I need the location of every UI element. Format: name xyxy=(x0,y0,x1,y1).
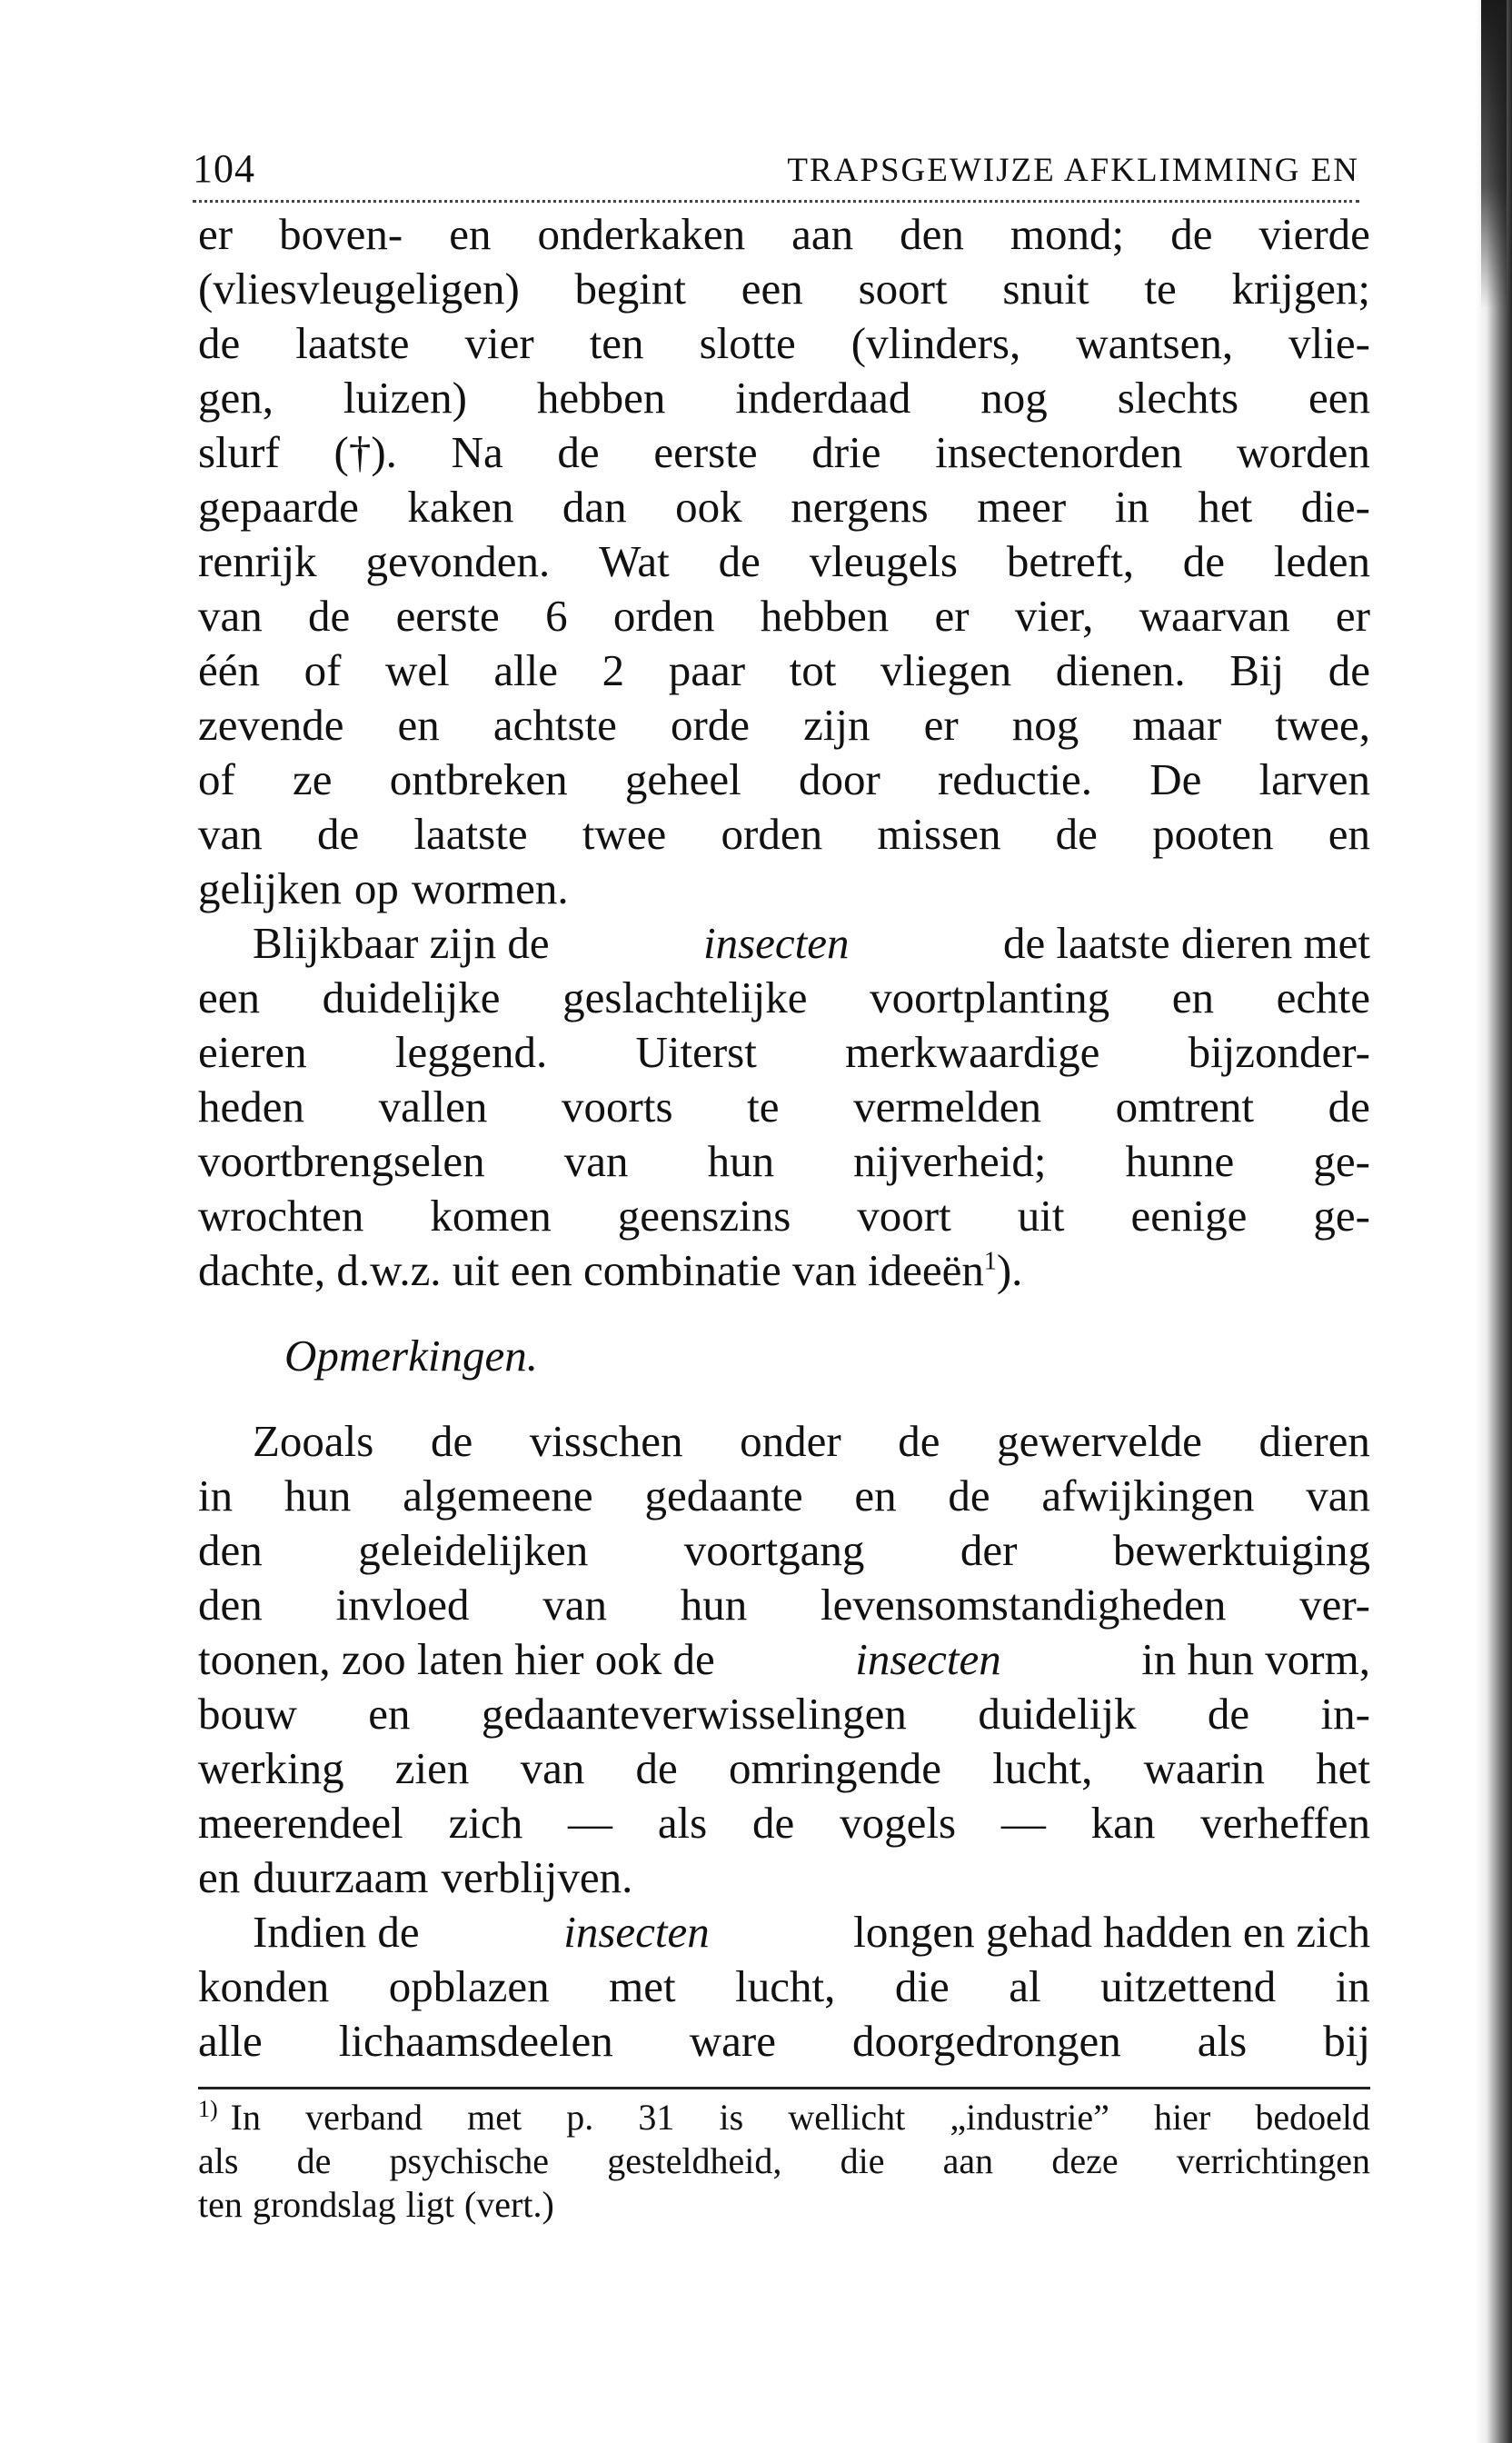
word: snuit xyxy=(1002,264,1089,314)
word: op xyxy=(353,863,399,913)
word: mond; xyxy=(1010,209,1125,259)
word: ten xyxy=(589,318,644,368)
section-heading-line xyxy=(198,1329,1370,1383)
word: invloed xyxy=(335,1580,470,1630)
word: aan xyxy=(791,209,854,259)
word: hun xyxy=(707,1136,775,1186)
word: ontbreken xyxy=(389,754,568,804)
word: van xyxy=(520,1743,585,1793)
word: onderkaken xyxy=(537,209,746,259)
word: — xyxy=(568,1798,613,1848)
text-line xyxy=(198,1080,1370,1134)
paragraph-2-last-line: dachte, d.w.z. uit een combinatie van ideeën$^1$). xyxy=(198,1245,1023,1295)
word: ver- xyxy=(1299,1580,1370,1630)
text-line xyxy=(198,1796,1370,1850)
text-line xyxy=(198,589,1370,643)
word: werking xyxy=(198,1743,344,1793)
text-line xyxy=(198,1850,1370,1905)
word: in xyxy=(1335,1961,1370,2011)
word: de xyxy=(1207,1689,1250,1739)
word: zich xyxy=(448,1798,523,1848)
word: „industrie” xyxy=(950,2097,1109,2138)
word: leggend. xyxy=(394,1027,548,1077)
word: vlie- xyxy=(1288,318,1370,368)
text-line xyxy=(198,753,1370,807)
word: insectenorden xyxy=(935,427,1183,477)
word: gewervelde xyxy=(997,1416,1202,1466)
word: voorts xyxy=(562,1082,673,1132)
word: met xyxy=(609,1961,676,2011)
paragraph-2-lines xyxy=(198,971,1370,1243)
text-line xyxy=(198,1414,1370,1469)
word: leden xyxy=(1273,536,1370,586)
word: verheffen xyxy=(1200,1798,1370,1848)
word: nergens xyxy=(791,482,929,532)
word: twee, xyxy=(1275,700,1370,750)
word: die- xyxy=(1300,482,1370,532)
word: maar xyxy=(1132,700,1222,750)
word: van xyxy=(542,1580,607,1630)
word: uitzettend xyxy=(1100,1961,1277,2011)
word: vogels xyxy=(840,1798,957,1848)
text-line xyxy=(198,971,1370,1025)
page-edge-mark xyxy=(1481,0,1507,309)
word: (†). xyxy=(333,427,397,477)
word: hier xyxy=(1153,2097,1211,2138)
word: den xyxy=(198,1580,263,1630)
word: bedoeld xyxy=(1255,2097,1370,2138)
word: psychische xyxy=(389,2140,550,2181)
word: (vlinders, xyxy=(850,318,1021,368)
word: p. xyxy=(566,2097,594,2138)
word: renrijk xyxy=(198,536,317,586)
text-line xyxy=(198,1189,1370,1243)
word: de xyxy=(635,1743,678,1793)
word: nog xyxy=(1011,700,1079,750)
text-line xyxy=(198,1905,1370,1959)
word: meerendeel xyxy=(198,1798,403,1848)
word: levensomstandigheden xyxy=(820,1580,1227,1630)
word: hunne xyxy=(1125,1136,1235,1186)
word: eenige xyxy=(1130,1191,1248,1241)
word: wellicht xyxy=(788,2097,906,2138)
word: gevonden. xyxy=(365,536,551,586)
word: van xyxy=(198,809,263,859)
word: omtrent xyxy=(1115,1082,1255,1132)
word: reductie. xyxy=(937,754,1093,804)
paragraph-4 xyxy=(198,1905,1370,2069)
word: waarvan xyxy=(1139,591,1290,641)
word: of xyxy=(303,645,342,695)
paragraph-1 xyxy=(198,207,1370,916)
word: er xyxy=(934,591,970,641)
word: zijn xyxy=(803,700,870,750)
word: de xyxy=(308,591,351,641)
word: dan xyxy=(562,482,627,532)
word: vleugels xyxy=(809,536,958,586)
word: bijzonder- xyxy=(1188,1027,1370,1077)
word: duurzaam xyxy=(253,1852,429,1902)
word: orden xyxy=(721,809,823,859)
header-rule xyxy=(193,200,1359,203)
word: Wat xyxy=(599,536,670,586)
word: er xyxy=(1335,591,1370,641)
word: orden xyxy=(612,591,715,641)
word: omringende xyxy=(728,1743,941,1793)
word: één xyxy=(198,645,260,695)
section-heading: Opmerkingen. xyxy=(284,1331,538,1381)
paragraph-4-line1-start: Indien de xyxy=(253,1907,420,1957)
word: de xyxy=(557,427,600,477)
word: te xyxy=(1144,264,1177,314)
word: waarin xyxy=(1143,1743,1265,1793)
word: lucht, xyxy=(735,1961,836,2011)
paragraph-3 xyxy=(198,1414,1370,1905)
text-line xyxy=(198,916,1370,971)
word: hun xyxy=(680,1580,748,1630)
word: eerste xyxy=(653,427,758,477)
paragraph-4-line1-end: longen gehad hadden en zich xyxy=(853,1907,1370,1957)
word: in xyxy=(1114,482,1149,532)
word: de xyxy=(948,1471,990,1521)
word: voortgang xyxy=(683,1525,865,1575)
word: luizen) xyxy=(343,373,467,423)
word: de xyxy=(316,809,360,859)
word: worden xyxy=(1236,427,1370,477)
text-line xyxy=(198,207,1370,262)
word: met xyxy=(467,2097,522,2138)
word: orde xyxy=(670,700,751,750)
word: nog xyxy=(980,373,1048,423)
body-text xyxy=(198,207,1370,2069)
paragraph-2-line1-start: Blijkbaar zijn de xyxy=(253,918,550,968)
word: vier xyxy=(464,318,534,368)
word: gedaante xyxy=(644,1471,803,1521)
word: verband xyxy=(305,2097,423,2138)
text-line xyxy=(198,1134,1370,1189)
word: missen xyxy=(877,809,1001,859)
word: de xyxy=(1328,645,1370,695)
word: Zooals xyxy=(253,1416,374,1466)
word: krijgen; xyxy=(1231,264,1370,314)
word: Uiterst xyxy=(635,1027,757,1077)
text-line xyxy=(198,807,1370,862)
word: al xyxy=(1009,1961,1041,2011)
word: de xyxy=(898,1416,940,1466)
word: den xyxy=(198,1525,263,1575)
word: de xyxy=(430,1416,473,1466)
word: achtste xyxy=(492,700,617,750)
word: en xyxy=(1328,809,1370,859)
word: als xyxy=(657,1798,708,1848)
word: lichaamsdeelen xyxy=(338,2016,613,2066)
word: en xyxy=(1171,972,1214,1022)
word: larven xyxy=(1258,754,1370,804)
text-line xyxy=(198,1523,1370,1578)
word: gepaarde xyxy=(198,482,359,532)
word: ligt xyxy=(405,2184,454,2225)
paragraph-4-lines xyxy=(198,1959,1370,2069)
word: de xyxy=(296,2140,332,2181)
word: heden xyxy=(198,1082,304,1132)
word: begint xyxy=(574,264,687,314)
word: aan xyxy=(942,2140,994,2181)
footnote-marker: 1) xyxy=(198,2095,218,2122)
word: deze xyxy=(1051,2140,1119,2181)
page-number: 104 xyxy=(193,146,255,191)
word: (vliesvleugeligen) xyxy=(198,264,520,314)
word: vermelden xyxy=(853,1082,1041,1132)
paragraph-2 xyxy=(198,916,1370,1298)
word: ze xyxy=(293,754,333,804)
word: echte xyxy=(1276,972,1370,1022)
word: een xyxy=(741,264,803,314)
word: er xyxy=(198,209,234,259)
word: voortplanting xyxy=(870,972,1110,1022)
word: een xyxy=(1308,373,1370,423)
word: De xyxy=(1149,754,1202,804)
word: te xyxy=(747,1082,780,1132)
word: eerste xyxy=(395,591,500,641)
word: als xyxy=(198,2140,239,2181)
word: een xyxy=(198,972,260,1022)
word: die xyxy=(894,1961,950,2011)
word: ten xyxy=(198,2184,243,2225)
text-line xyxy=(198,1025,1370,1080)
word: opblazen xyxy=(388,1961,550,2011)
word: bij xyxy=(1323,2016,1370,2066)
text-line xyxy=(198,1959,1370,2014)
word: wormen. xyxy=(411,863,569,913)
paragraph-2-line1-italic: insecten xyxy=(702,918,850,968)
word: door xyxy=(798,754,880,804)
word: boven- xyxy=(279,209,403,259)
word: geslachtelijke xyxy=(562,972,808,1022)
footnote-rule xyxy=(198,2087,1370,2089)
word: van xyxy=(1306,1471,1370,1521)
word: (vert.) xyxy=(463,2184,554,2225)
word: laatste xyxy=(413,809,528,859)
word: het xyxy=(1316,1743,1370,1793)
text-line xyxy=(198,643,1370,698)
text-line xyxy=(198,2014,1370,2069)
word: de xyxy=(752,1798,795,1848)
word: van xyxy=(563,1136,629,1186)
word: of xyxy=(198,754,235,804)
word: drie xyxy=(811,427,881,477)
word: bouw xyxy=(198,1689,297,1739)
word: slechts xyxy=(1117,373,1239,423)
word: vallen xyxy=(378,1082,488,1132)
word: ook xyxy=(675,482,742,532)
word: uit xyxy=(1017,1191,1065,1241)
word: de xyxy=(1170,209,1213,259)
word: onder xyxy=(740,1416,841,1466)
word: vliegen xyxy=(880,645,1012,695)
page-edge-shadow xyxy=(1476,0,1512,2443)
word: den xyxy=(900,209,964,259)
word: inderdaad xyxy=(735,373,911,423)
word: duidelijk xyxy=(978,1689,1137,1739)
text-line xyxy=(198,1578,1370,1632)
word: visschen xyxy=(529,1416,683,1466)
paragraph-3-line5-end: in hun vorm, xyxy=(1141,1634,1370,1684)
word: eieren xyxy=(198,1027,307,1077)
word: kaken xyxy=(407,482,514,532)
text-line xyxy=(198,534,1370,589)
word: alle xyxy=(493,645,559,695)
word: het xyxy=(1198,482,1253,532)
word: Bij xyxy=(1229,645,1285,695)
word: voortbrengselen xyxy=(198,1136,485,1186)
word: 6 xyxy=(545,591,568,641)
word: gen, xyxy=(198,373,274,423)
word: voort xyxy=(857,1191,951,1241)
word: is xyxy=(719,2097,744,2138)
word: komen xyxy=(430,1191,552,1241)
word: paar xyxy=(668,645,746,695)
word: vier, xyxy=(1014,591,1094,641)
word: pooten xyxy=(1152,809,1274,859)
text-line xyxy=(198,1469,1370,1523)
word: de xyxy=(718,536,761,586)
text-line xyxy=(198,862,1370,916)
word: zevende xyxy=(198,700,344,750)
word: Na xyxy=(451,427,503,477)
word: afwijkingen xyxy=(1041,1471,1255,1521)
text-line xyxy=(198,1741,1370,1796)
paragraph-3-line5-italic: insecten xyxy=(855,1634,1001,1684)
word: bewerktuiging xyxy=(1112,1525,1370,1575)
text-line xyxy=(198,371,1370,425)
word: soort xyxy=(858,264,948,314)
word: wantsen, xyxy=(1076,318,1234,368)
word: algemeene xyxy=(403,1471,593,1521)
word: die xyxy=(840,2140,885,2181)
word: alle xyxy=(198,2016,263,2066)
text-line xyxy=(198,1687,1370,1741)
word: hebben xyxy=(760,591,890,641)
word: nijverheid; xyxy=(853,1136,1047,1186)
text-line xyxy=(198,698,1370,753)
word: twee xyxy=(582,809,667,859)
word: wrochten xyxy=(198,1191,364,1241)
word: vierde xyxy=(1258,209,1370,259)
word: lucht, xyxy=(992,1743,1093,1793)
word: in- xyxy=(1320,1689,1370,1739)
paragraph-3-more-lines xyxy=(198,1687,1370,1905)
paragraph-3-line5-start: toonen, zoo laten hier ook de xyxy=(198,1634,715,1684)
word: en xyxy=(854,1471,897,1521)
word: kan xyxy=(1090,1798,1156,1848)
word: de xyxy=(1055,809,1098,859)
footnote-reference: 1 xyxy=(983,1247,997,1276)
footnote-line xyxy=(198,2139,1370,2183)
word: duidelijke xyxy=(322,972,501,1022)
word: wel xyxy=(384,645,450,695)
word: geheel xyxy=(624,754,741,804)
word: geenszins xyxy=(617,1191,791,1241)
word: verblijven. xyxy=(441,1852,633,1902)
word: als xyxy=(1197,2016,1248,2066)
word: der xyxy=(960,1525,1018,1575)
running-head xyxy=(193,145,1359,204)
word: betreft, xyxy=(1006,536,1134,586)
paragraph-2-line1-end: de laatste dieren met xyxy=(1002,918,1370,968)
word: en xyxy=(198,1852,241,1902)
word: verrichtingen xyxy=(1176,2140,1370,2181)
footnote-line xyxy=(198,2096,1370,2139)
word: gelijken xyxy=(198,863,342,913)
word: hebben xyxy=(536,373,666,423)
text-line xyxy=(198,1632,1370,1687)
text-line xyxy=(198,480,1370,534)
word: de xyxy=(198,318,241,368)
word: merkwaardige xyxy=(845,1027,1100,1077)
paragraph-4-line1-italic: insecten xyxy=(563,1907,710,1957)
word: konden xyxy=(198,1961,330,2011)
word: slotte xyxy=(699,318,796,368)
word: 31 xyxy=(638,2097,675,2138)
footnote-line xyxy=(198,2183,1370,2227)
word: ge- xyxy=(1313,1136,1370,1186)
word: grondslag xyxy=(252,2184,396,2225)
word: dienen. xyxy=(1055,645,1186,695)
word: hun xyxy=(284,1471,352,1521)
word: ge- xyxy=(1313,1191,1370,1241)
word: er xyxy=(923,700,959,750)
word: tot xyxy=(789,645,837,695)
word: geleidelijken xyxy=(358,1525,589,1575)
word: doorgedrongen xyxy=(852,2016,1121,2066)
word: laatste xyxy=(295,318,410,368)
word: in xyxy=(198,1471,234,1521)
word: slurf xyxy=(198,427,280,477)
word: van xyxy=(198,591,263,641)
word: gesteldheid, xyxy=(607,2140,782,2181)
word: meer xyxy=(977,482,1067,532)
text-line xyxy=(198,425,1370,480)
footnote xyxy=(198,2096,1370,2227)
word: 2 xyxy=(602,645,625,695)
chapter-title: TRAPSGEWIJZE AFKLIMMING EN xyxy=(787,152,1359,189)
word: en xyxy=(449,209,492,259)
word: en xyxy=(397,700,440,750)
paragraph-3-lines xyxy=(198,1414,1370,1632)
word: ware xyxy=(689,2016,776,2066)
word: — xyxy=(1000,1798,1046,1848)
word: en xyxy=(368,1689,411,1739)
word: de xyxy=(1182,536,1226,586)
word: $^{1)}$ In xyxy=(198,2095,261,2138)
word: gedaanteverwisselingen xyxy=(481,1689,907,1739)
word: de xyxy=(1328,1082,1370,1132)
text-line xyxy=(198,1243,1370,1298)
word: dieren xyxy=(1258,1416,1370,1466)
text-line xyxy=(198,316,1370,371)
word: zien xyxy=(394,1743,470,1793)
text-line xyxy=(198,262,1370,316)
